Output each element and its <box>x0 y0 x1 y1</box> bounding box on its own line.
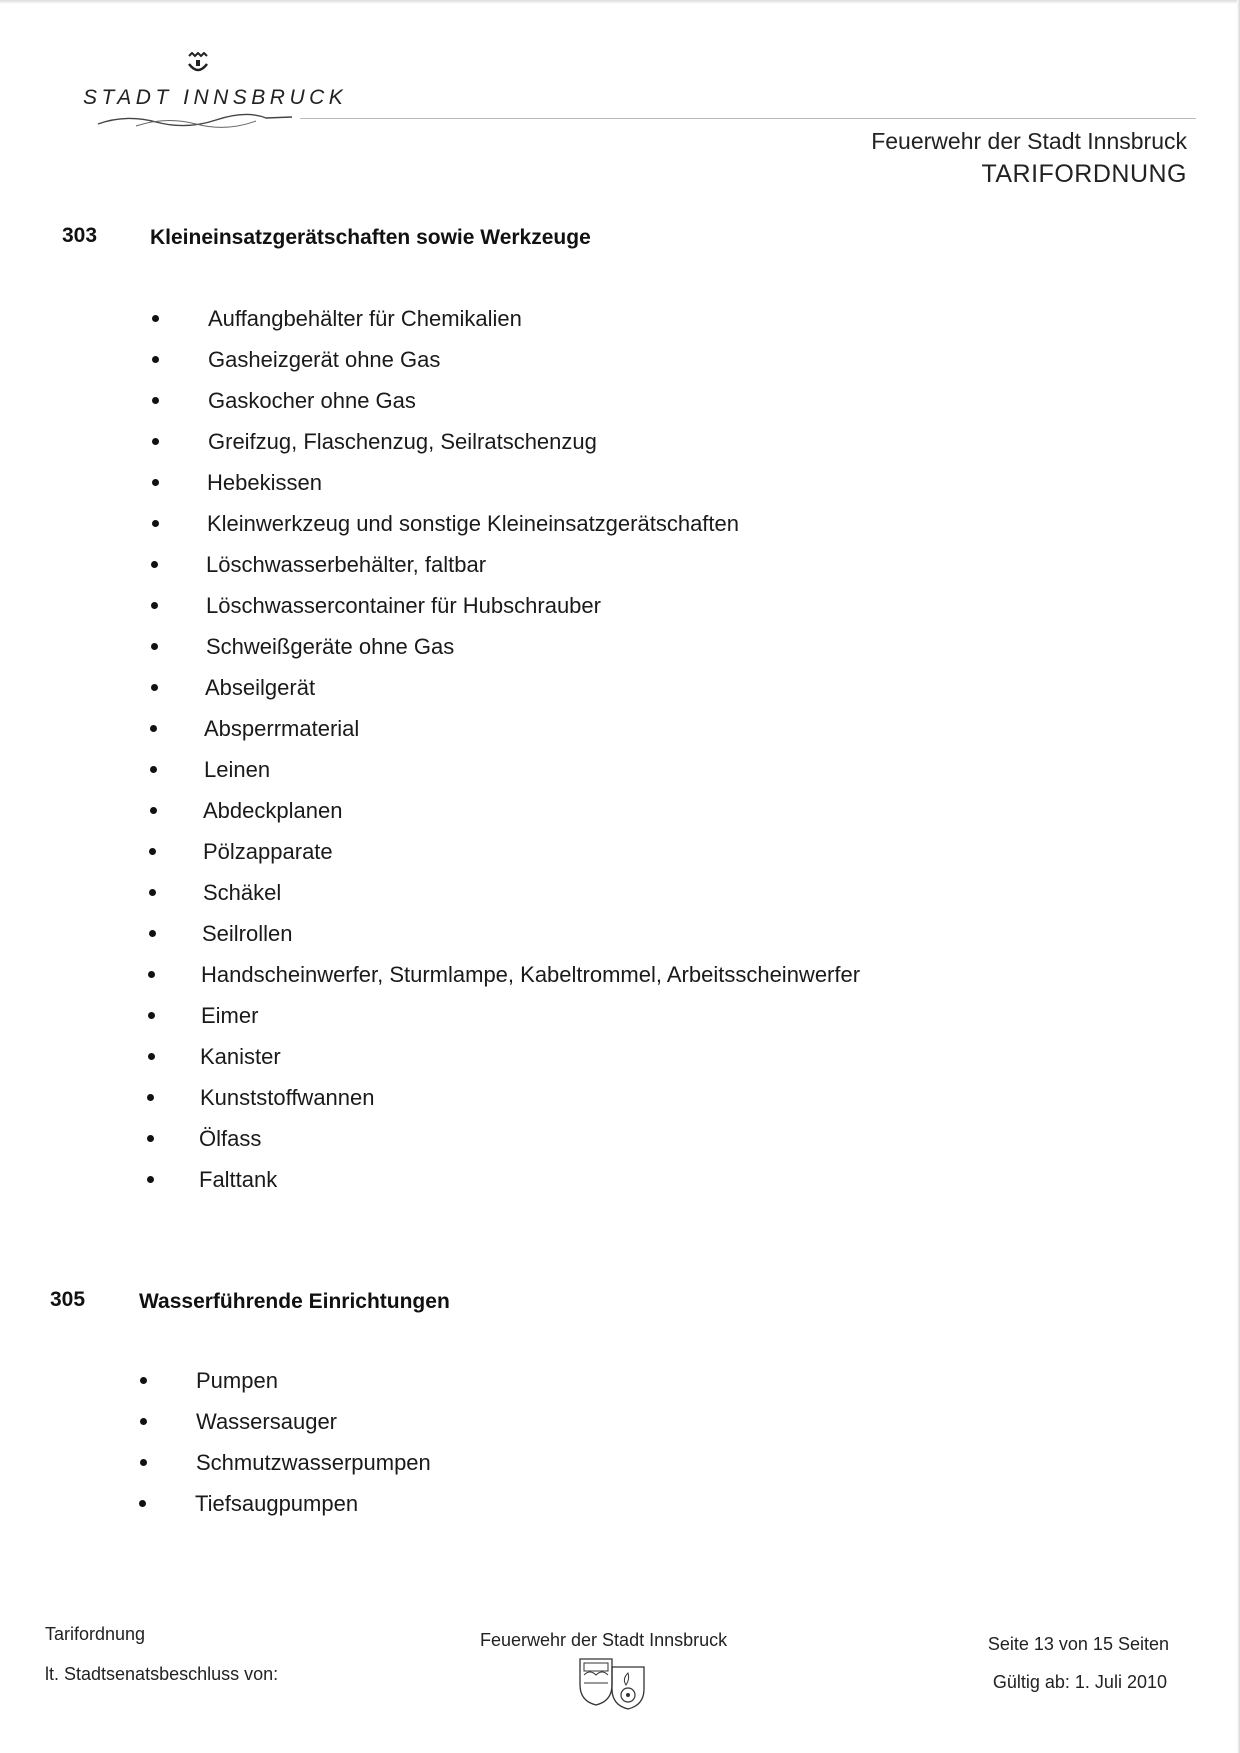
bullet-icon <box>148 1053 155 1060</box>
bullet-icon <box>148 1012 155 1019</box>
footer-organization: Feuerwehr der Stadt Innsbruck <box>480 1630 728 1650</box>
bullet-icon <box>152 479 159 486</box>
bullet-icon <box>152 520 159 527</box>
header-organization: Feuerwehr der Stadt Innsbruck <box>871 128 1187 154</box>
bullet-icon <box>150 766 157 773</box>
footer-doc-name: Tarifordnung <box>45 1624 146 1644</box>
coat-of-arms-icon <box>578 1655 648 1711</box>
section-303-number: 303 <box>62 224 98 247</box>
bullet-icon <box>147 1176 154 1183</box>
document-page: STADT INNSBRUCK Feuerwehr der Stadt Innsbruck TARIFORDNUNG 303 Kleineinsatzgerätschaften sowie Werkzeuge Auffangbehälter für Chemikalien Gasheizgerät ohne Gas Gaskocher ohne Gas Greifzug, Flaschenzug, Seilratschenzug Hebekissen Kleinwerkzeug und sonstige Kleineinsatzgerätschaften Löschwasserbehälter, faltbar Löschwassercontainer für Hubschrauber Schweißgeräte ohne Gas Abseilgerät Absperrmaterial Leinen Abdeckplanen Pölzapparate Schäkel Seilrollen Handscheinwerfer, Sturmlampe, Kabeltrommel, Arbeitsscheinwerfer Eimer Kanister Kunststoffwannen Ölfass Falttank 305 Wasserführende Einrichtungen Pumpen Wassersauger Schmutzwasserpumpen Tiefsaugpumpen Tarifordnung lt. Stadtsenatsbeschluss von: Feuerwehr der Stadt Innsbruck Seite 13 von 15 Seiten Gültig ab: 1. Juli 2010 <box>0 0 1240 1753</box>
bullet-icon <box>149 848 156 855</box>
footer-page-number: Seite 13 von 15 Seiten <box>987 1634 1169 1654</box>
scan-top-edge <box>0 0 1240 4</box>
bullet-icon <box>151 602 158 609</box>
bullet-icon <box>147 1094 154 1101</box>
footer-resolution: lt. Stadtsenatsbeschluss von: <box>45 1664 279 1684</box>
bullet-icon <box>140 1377 147 1384</box>
footer-valid-from: Gültig ab: 1. Juli 2010 <box>992 1672 1167 1692</box>
logo-swoosh-icon <box>96 112 296 130</box>
bullet-icon <box>151 643 158 650</box>
city-crest-icon <box>186 52 210 78</box>
bullet-icon <box>151 684 158 691</box>
bullet-icon <box>148 971 155 978</box>
city-logo-wordmark: STADT INNSBRUCK <box>83 86 348 109</box>
section-305-title: Wasserführende Einrichtungen <box>139 1290 450 1313</box>
bullet-icon <box>152 356 159 363</box>
bullet-icon <box>149 889 156 896</box>
section-303-title: Kleineinsatzgerätschaften sowie Werkzeuge <box>150 226 591 249</box>
header-rule <box>300 118 1196 119</box>
section-305-number: 305 <box>50 1288 86 1311</box>
bullet-icon <box>140 1459 147 1466</box>
bullet-icon <box>140 1418 147 1425</box>
bullet-icon <box>150 725 157 732</box>
bullet-icon <box>149 930 156 937</box>
bullet-icon <box>152 438 159 445</box>
bullet-icon <box>150 807 157 814</box>
bullet-icon <box>152 315 159 322</box>
bullet-icon <box>139 1500 146 1507</box>
bullet-icon <box>151 561 158 568</box>
bullet-icon <box>152 397 159 404</box>
header-document-title: TARIFORDNUNG <box>981 160 1187 188</box>
bullet-icon <box>147 1135 154 1142</box>
